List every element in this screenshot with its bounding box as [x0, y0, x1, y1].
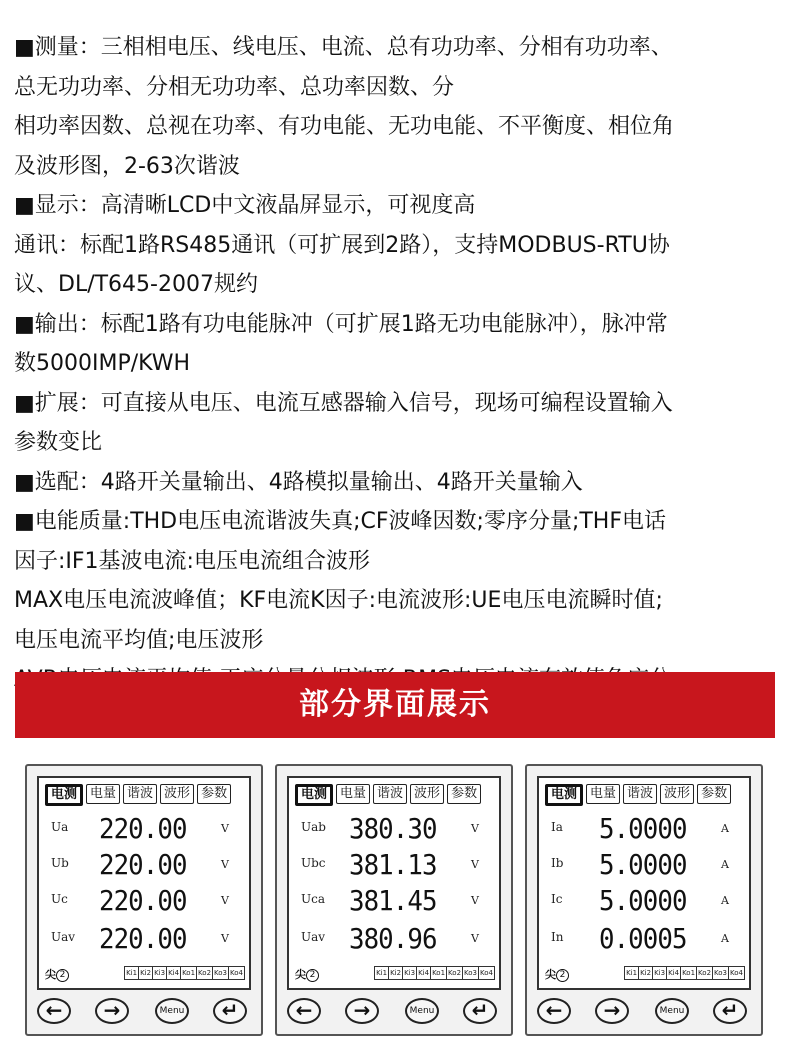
reading-label: Uab: [301, 820, 326, 834]
reading-unit: V: [471, 932, 479, 945]
io-indicator: Ki3: [402, 966, 417, 980]
arrow-left-icon: ←: [45, 998, 63, 1022]
arrow-left-icon: ←: [545, 998, 563, 1022]
meter-buttons: [527, 998, 761, 1034]
arrow-right-icon: →: [353, 998, 371, 1022]
io-indicator: Ko2: [696, 966, 713, 980]
arrow-left-icon: ←: [295, 998, 313, 1022]
io-indicator: Ki3: [152, 966, 167, 980]
lcd-footer: [295, 964, 495, 984]
reading-unit: A: [721, 858, 729, 871]
io-indicator: Ki2: [388, 966, 403, 980]
reading-label: Ub: [51, 856, 69, 870]
lcd-tabs: [45, 784, 231, 806]
arrow-left-button[interactable]: [537, 998, 571, 1024]
spec-line: 电压电流平均值;电压波形: [14, 627, 264, 653]
menu-button[interactable]: Menu: [655, 998, 689, 1024]
spec-line: ■电能质量:THD电压电流谐波失真;CF波峰因数;零序分量;THF电话: [14, 509, 667, 534]
tab-waveform[interactable]: 波形: [160, 784, 194, 804]
tab-energy[interactable]: 电量: [86, 784, 120, 804]
io-indicator: Ko2: [196, 966, 213, 980]
io-indicator: Ko4: [478, 966, 495, 980]
reading-label: Uav: [301, 930, 326, 944]
reading-value: 5.0000: [599, 884, 687, 917]
enter-button[interactable]: [713, 998, 747, 1024]
lcd-screen: [287, 776, 501, 990]
reading-unit: V: [221, 858, 229, 871]
io-indicator: Ko2: [446, 966, 463, 980]
meter-buttons: [277, 998, 511, 1034]
io-indicator: Ko3: [212, 966, 229, 980]
reading-row: [289, 812, 499, 848]
reading-unit: V: [471, 858, 479, 871]
spec-line: 总无功功率、分相无功功率、总功率因数、分: [14, 74, 455, 100]
io-indicator: Ko1: [180, 966, 197, 980]
tab-harmonics[interactable]: 谐波: [373, 784, 407, 804]
reading-label: Uc: [51, 892, 68, 906]
menu-button[interactable]: Menu: [155, 998, 189, 1024]
section-banner: 部分界面展示: [15, 672, 775, 738]
meter-panel-line-voltage: [275, 764, 513, 1036]
tariff-badge: [295, 966, 319, 982]
reading-row: [289, 884, 499, 920]
tariff-badge: [45, 966, 69, 982]
reading-unit: A: [721, 822, 729, 835]
io-indicator: Ko3: [462, 966, 479, 980]
spec-line: 因子:IF1基波电流:电压电流组合波形: [14, 548, 370, 574]
spec-line: ■选配：4路开关量输出、4路模拟量输出、4路开关量输入: [14, 469, 583, 495]
reading-row: [539, 922, 749, 958]
tab-params[interactable]: 参数: [197, 784, 231, 804]
tariff-label: 尖: [45, 968, 56, 981]
lcd-tabs: [295, 784, 481, 806]
enter-button[interactable]: [213, 998, 247, 1024]
io-indicator: Ki1: [124, 966, 139, 980]
io-indicator: Ki2: [138, 966, 153, 980]
spec-line: MAX电压电流波峰值；KF电流K因子:电流波形:UE电压电流瞬时值;: [14, 588, 663, 613]
enter-icon: ↵: [721, 998, 739, 1022]
tariff-label: 尖: [295, 968, 306, 981]
io-indicator: Ko4: [228, 966, 245, 980]
reading-row: [539, 848, 749, 884]
reading-value: 380.30: [349, 812, 437, 845]
enter-button[interactable]: [463, 998, 497, 1024]
reading-label: Ib: [551, 856, 564, 870]
reading-value: 380.96: [349, 922, 437, 955]
reading-row: [539, 884, 749, 920]
reading-row: [539, 812, 749, 848]
tab-energy[interactable]: 电量: [586, 784, 620, 804]
enter-icon: ↵: [471, 998, 489, 1022]
io-status-strip: [375, 966, 495, 980]
reading-label: Ua: [51, 820, 69, 834]
meter-panel-phase-voltage: [25, 764, 263, 1036]
arrow-right-icon: →: [103, 998, 121, 1022]
tab-harmonics[interactable]: 谐波: [123, 784, 157, 804]
reading-label: Ic: [551, 892, 563, 906]
lcd-footer: [45, 964, 245, 984]
spec-line: ■扩展：可直接从电压、电流互感器输入信号，现场可编程设置输入: [14, 390, 673, 416]
io-indicator: Ko1: [430, 966, 447, 980]
reading-label: Uav: [51, 930, 76, 944]
reading-unit: V: [221, 894, 229, 907]
tab-waveform[interactable]: 波形: [660, 784, 694, 804]
io-indicator: Ki1: [374, 966, 389, 980]
io-indicator: Ko4: [728, 966, 745, 980]
reading-unit: V: [221, 822, 229, 835]
reading-row: [289, 848, 499, 884]
reading-value: 220.00: [99, 884, 187, 917]
io-status-strip: [625, 966, 745, 980]
spec-line: 通讯：标配1路RS485通讯（可扩展到2路），支持MODBUS-RTU协: [14, 232, 670, 258]
reading-row: [39, 812, 249, 848]
arrow-left-button[interactable]: [287, 998, 321, 1024]
tab-measure[interactable]: 电测: [545, 784, 583, 806]
tariff-label: 尖: [545, 968, 556, 981]
io-indicator: Ko3: [712, 966, 729, 980]
reading-value: 5.0000: [599, 812, 687, 845]
lcd-footer: [545, 964, 745, 984]
io-indicator: Ki4: [666, 966, 681, 980]
enter-icon: ↵: [221, 998, 239, 1022]
lcd-tabs: [545, 784, 731, 806]
arrow-right-icon: →: [603, 998, 621, 1022]
tariff-badge: [545, 966, 569, 982]
io-indicator: Ki2: [638, 966, 653, 980]
io-indicator: Ki1: [624, 966, 639, 980]
io-indicator: Ko1: [680, 966, 697, 980]
reading-row: [39, 922, 249, 958]
reading-label: Ia: [551, 820, 563, 834]
lcd-screen: [537, 776, 751, 990]
tariff-number: 2: [306, 969, 319, 982]
reading-value: 5.0000: [599, 848, 687, 881]
lcd-screen: [37, 776, 251, 990]
spec-line: 相功率因数、总视在功率、有功电能、无功电能、不平衡度、相位角: [14, 114, 675, 139]
reading-label: Uca: [301, 892, 325, 906]
meter-panel-current: [525, 764, 763, 1036]
tariff-number: 2: [556, 969, 569, 982]
reading-value: 220.00: [99, 848, 187, 881]
tab-params[interactable]: 参数: [697, 784, 731, 804]
reading-unit: V: [471, 894, 479, 907]
tab-measure[interactable]: 电测: [295, 784, 333, 806]
arrow-right-button[interactable]: [95, 998, 129, 1024]
spec-line: ■输出：标配1路有功电能脉冲（可扩展1路无功电能脉冲），脉冲常: [14, 311, 668, 337]
reading-row: [39, 848, 249, 884]
io-status-strip: [125, 966, 245, 980]
reading-label: Ubc: [301, 856, 326, 870]
tab-measure[interactable]: 电测: [45, 784, 83, 806]
io-indicator: Ki3: [652, 966, 667, 980]
reading-row: [289, 922, 499, 958]
reading-value: 220.00: [99, 812, 187, 845]
reading-unit: V: [471, 822, 479, 835]
reading-unit: A: [721, 894, 729, 907]
reading-value: 381.45: [349, 884, 437, 917]
io-indicator: Ki4: [166, 966, 181, 980]
meter-gallery: [0, 764, 790, 1048]
tariff-number: 2: [56, 969, 69, 982]
reading-row: [39, 884, 249, 920]
menu-button[interactable]: Menu: [405, 998, 439, 1024]
spec-line: 及波形图，2-63次谐波: [14, 153, 240, 179]
arrow-right-button[interactable]: [595, 998, 629, 1024]
reading-value: 0.0005: [599, 922, 687, 955]
reading-value: 220.00: [99, 922, 187, 955]
reading-unit: V: [221, 932, 229, 945]
spec-line: 数5000IMP/KWH: [14, 351, 191, 376]
spec-line: ■显示：高清晰LCD中文液晶屏显示，可视度高: [14, 193, 476, 218]
reading-label: In: [551, 930, 564, 944]
spec-line: ■测量：三相相电压、线电压、电流、总有功功率、分相有功功率、: [14, 35, 673, 60]
arrow-right-button[interactable]: [345, 998, 379, 1024]
tab-waveform[interactable]: 波形: [410, 784, 444, 804]
spec-text: [14, 28, 784, 739]
tab-harmonics[interactable]: 谐波: [623, 784, 657, 804]
spec-line: 议、DL/T645-2007规约: [14, 272, 258, 297]
tab-energy[interactable]: 电量: [336, 784, 370, 804]
reading-unit: A: [721, 932, 729, 945]
io-indicator: Ki4: [416, 966, 431, 980]
tab-params[interactable]: 参数: [447, 784, 481, 804]
arrow-left-button[interactable]: [37, 998, 71, 1024]
spec-line: 参数变比: [14, 430, 103, 455]
reading-value: 381.13: [349, 848, 437, 881]
meter-buttons: [27, 998, 261, 1034]
